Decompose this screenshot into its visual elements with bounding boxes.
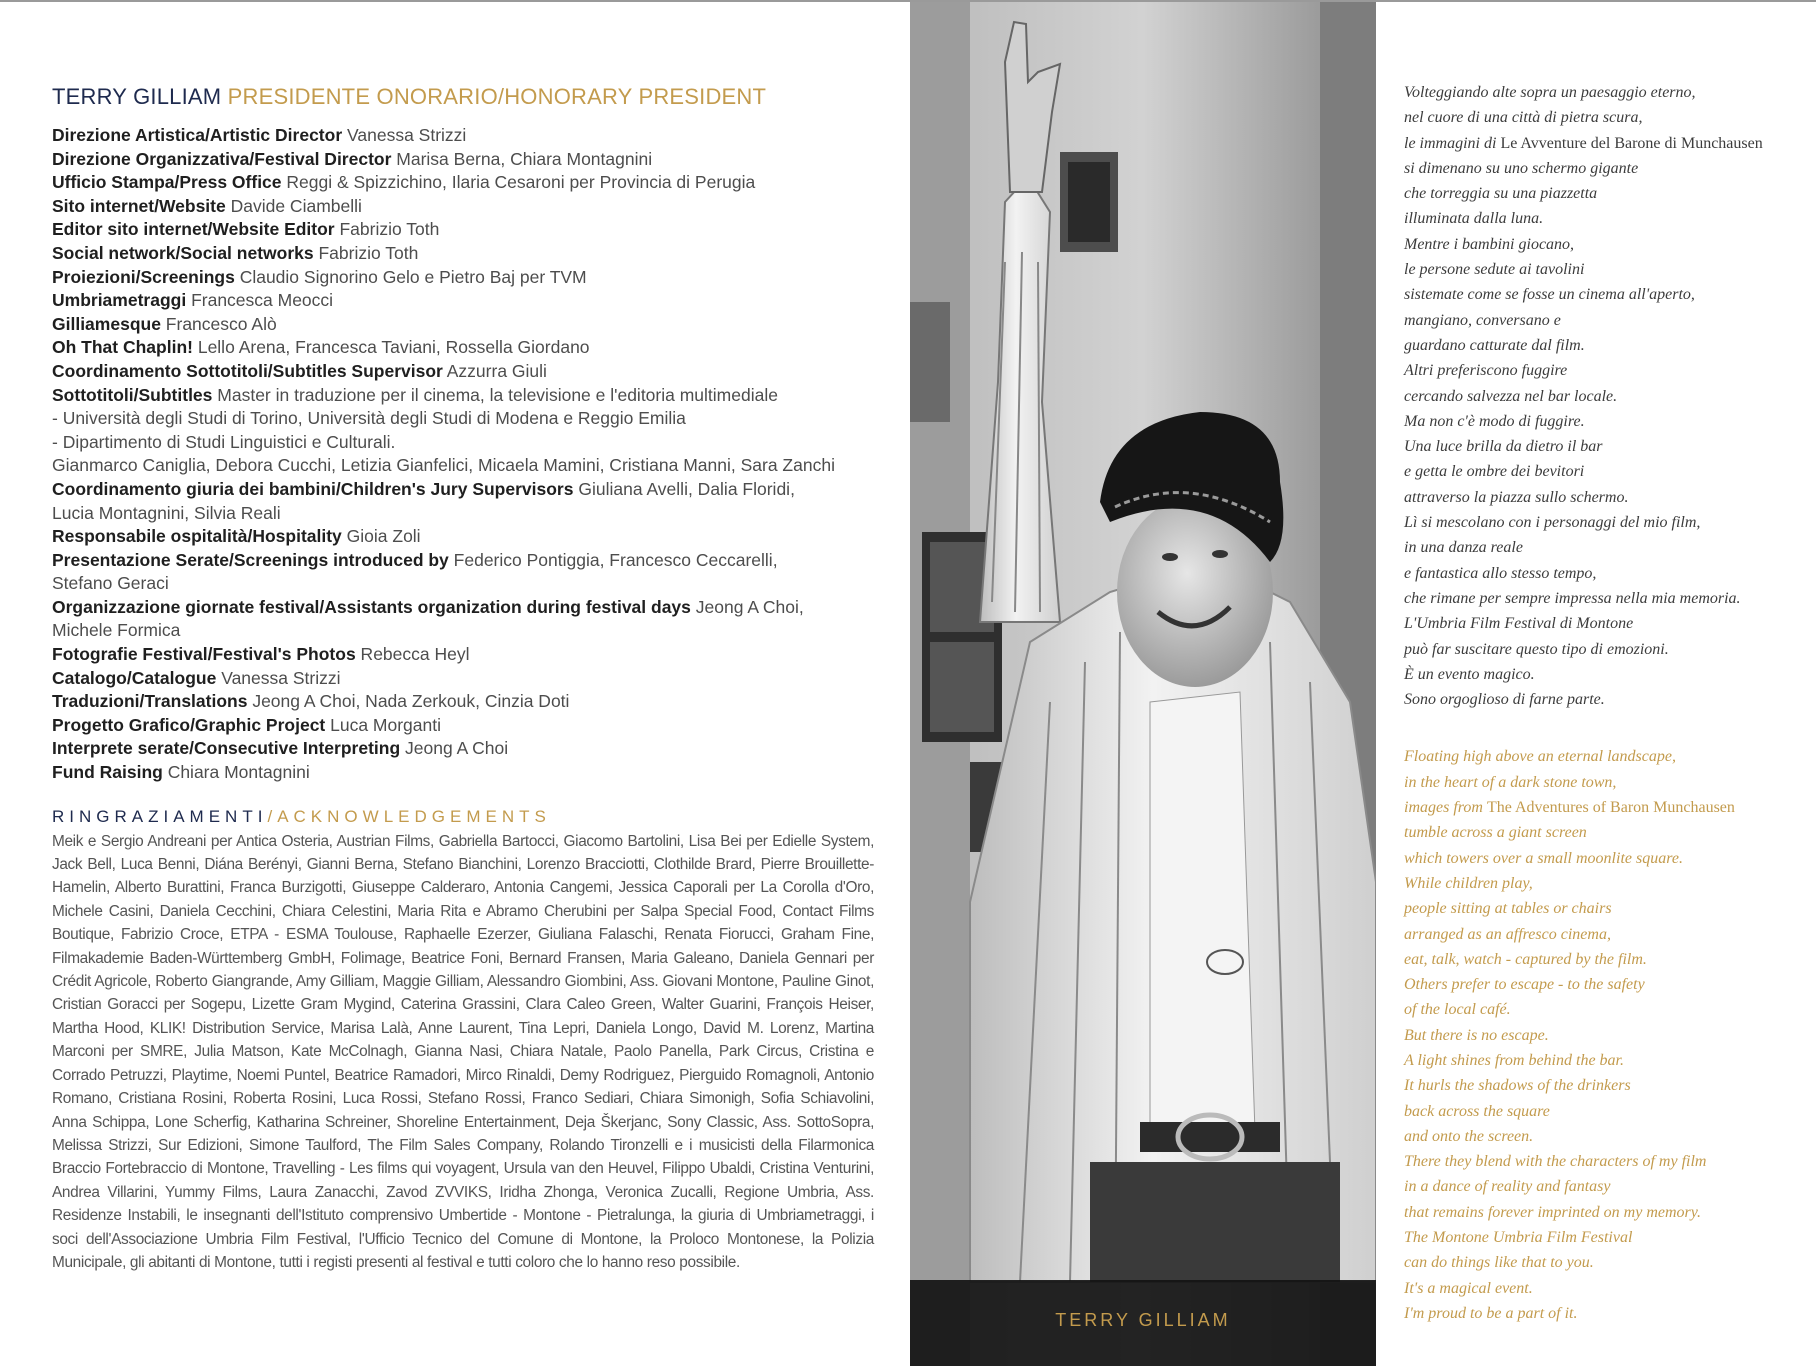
poem-line: There they blend with the characters of my film: [1404, 1153, 1707, 1171]
poem-line: in a dance of reality and fantasy: [1404, 1178, 1611, 1196]
credit-line: [52, 478, 872, 502]
poem-line: mangiano, conversano e: [1404, 311, 1561, 329]
credit-names: Master in traduzione per il cinema, la televisione e l'editoria multimediale: [212, 384, 778, 405]
poem-line: nel cuore di una città di pietra scura,: [1404, 109, 1643, 127]
poem-line: [1404, 795, 1804, 820]
credit-line: [52, 289, 872, 313]
poem-line: le persone sedute ai tavolini: [1404, 261, 1585, 279]
poem-line: È un evento magico.: [1404, 665, 1535, 683]
poem-line: A light shines from behind the bar.: [1404, 1051, 1624, 1069]
poem-line: che torreggia su una piazzetta: [1404, 185, 1598, 203]
poem-line: si dimenano su uno schermo gigante: [1404, 159, 1639, 177]
credit-names: - Università degli Studi di Torino, Università degli Studi di Modena e Reggio Emilia: [52, 408, 686, 429]
poem-line: The Montone Umbria Film Festival: [1404, 1229, 1633, 1247]
credits-list: [52, 124, 872, 785]
credit-names: Azzurra Giuli: [442, 360, 547, 381]
credit-names: Stefano Geraci: [52, 573, 169, 594]
credit-role: Umbriametraggi: [52, 290, 187, 311]
credit-role: Editor sito internet/Website Editor: [52, 219, 335, 240]
president-name: TERRY GILLIAM: [52, 84, 222, 109]
credit-names: Giuliana Avelli, Dalia Floridi,: [573, 478, 795, 499]
credit-line: [52, 643, 872, 667]
poem-line: Una luce brilla da dietro il bar: [1404, 438, 1603, 456]
credit-role: Ufficio Stampa/Press Office: [52, 172, 282, 193]
film-title: Le Avventure del Barone di Munchausen: [1500, 134, 1763, 152]
credit-names: Gioia Zoli: [341, 526, 421, 547]
credit-line: [52, 124, 872, 148]
credit-names: Reggi & Spizzichino, Ilaria Cesaroni per Provincia di Perugia: [281, 172, 756, 193]
credit-line: [52, 690, 872, 714]
poem-line: It's a magical event.: [1404, 1279, 1533, 1297]
credit-line: [52, 148, 872, 172]
credit-names: Jeong A Choi, Nada Zerkouk, Cinzia Doti: [247, 691, 570, 712]
poem-line: attraverso la piazza sullo schermo.: [1404, 488, 1629, 506]
poem-line: Mentre i bambini giocano,: [1404, 235, 1575, 253]
credit-role: Progetto Grafico/Graphic Project: [52, 714, 326, 735]
acknowledgements-heading: [52, 807, 872, 827]
credit-names: Luca Morganti: [325, 714, 442, 735]
credit-role: Catalogo/Catalogue: [52, 667, 217, 688]
credit-line: [52, 549, 872, 573]
poem-line: Others prefer to escape - to the safety: [1404, 976, 1645, 994]
poem-line: cercando salvezza nel bar locale.: [1404, 387, 1618, 405]
poem-line: and onto the screen.: [1404, 1127, 1534, 1145]
poem-line: illuminata dalla luna.: [1404, 210, 1544, 228]
credit-line: [52, 218, 872, 242]
credit-names: Federico Pontiggia, Francesco Ceccarelli,: [448, 549, 778, 570]
film-title: The Adventures of Baron Munchausen: [1486, 799, 1735, 817]
poem-line: in una danza reale: [1404, 539, 1523, 557]
poem-line: can do things like that to you.: [1404, 1254, 1594, 1272]
credit-line: [52, 336, 872, 360]
trousers: [1090, 1162, 1340, 1282]
credit-role: Oh That Chaplin!: [52, 337, 193, 358]
credit-line: [52, 313, 872, 337]
poem-column: [1404, 80, 1804, 1326]
ack-heading-separator: /: [267, 806, 278, 826]
credit-line: [52, 596, 872, 620]
poem-line: sistemate come se fosse un cinema all'aperto,: [1404, 286, 1695, 304]
credit-line: [52, 266, 872, 290]
poem-line: which towers over a small moonlite square.: [1404, 849, 1683, 867]
credit-role: Coordinamento Sottotitoli/Subtitles Supervisor: [52, 360, 443, 381]
credit-names: Gianmarco Caniglia, Debora Cucchi, Letizia Gianfelici, Micaela Mamini, Cristiana Manni, Sara Zanchi: [52, 455, 835, 476]
credit-names: Fabrizio Toth: [313, 242, 419, 263]
poem-line: Floating high above an eternal landscape,: [1404, 748, 1676, 766]
credit-role: Sito internet/Website: [52, 195, 226, 216]
credit-names: Lello Arena, Francesca Taviani, Rossella Giordano: [192, 337, 590, 358]
credit-line: [52, 171, 872, 195]
poem-line: e fantastica allo stesso tempo,: [1404, 564, 1597, 582]
credit-line: [52, 242, 872, 266]
credit-role: Direzione Artistica/Artistic Director: [52, 125, 343, 145]
poem-line-text: images from: [1404, 799, 1487, 817]
credit-line: [52, 384, 872, 408]
credit-role: Fund Raising: [52, 762, 163, 783]
poem-line: Lì si mescolano con i personaggi del mio film,: [1404, 514, 1701, 532]
terry-gilliam-photo: [910, 2, 1376, 1366]
credit-role: Presentazione Serate/Screenings introduced by: [52, 549, 449, 570]
credit-role: Organizzazione giornate festival/Assistants organization during festival days: [52, 596, 691, 617]
president-role: PRESIDENTE ONORARIO/HONORARY PRESIDENT: [227, 84, 767, 109]
credit-line: [52, 525, 872, 549]
credit-names: Claudio Signorino Gelo e Pietro Baj per TVM: [234, 266, 587, 287]
poem-line: Ma non c'è modo di fuggire.: [1404, 412, 1585, 430]
poem-line: in the heart of a dark stone town,: [1404, 773, 1617, 791]
photo-caption: TERRY GILLIAM: [1055, 1310, 1231, 1330]
credit-line: [52, 407, 872, 431]
credit-names: Rebecca Heyl: [355, 644, 470, 665]
poem-line: tumble across a giant screen: [1404, 824, 1587, 842]
credit-role: Responsabile ospitalità/Hospitality: [52, 526, 342, 547]
credit-names: Jeong A Choi,: [690, 596, 804, 617]
credit-role: Proiezioni/Screenings: [52, 266, 235, 287]
poem-line: It hurls the shadows of the drinkers: [1404, 1077, 1631, 1095]
credit-role: Coordinamento giuria dei bambini/Children's Jury Supervisors: [52, 478, 574, 499]
credit-line: [52, 360, 872, 384]
credit-names: Francesco Alò: [160, 313, 277, 334]
credit-line: [52, 431, 872, 455]
poem-line: I'm proud to be a part of it.: [1404, 1304, 1578, 1322]
credit-role: Traduzioni/Translations: [52, 691, 248, 712]
poem-italian: [1404, 80, 1804, 712]
credit-line: [52, 667, 872, 691]
left-column: [52, 84, 872, 1274]
credit-role: Fotografie Festival/Festival's Photos: [52, 644, 356, 665]
credit-names: Chiara Montagnini: [162, 762, 310, 783]
credit-names: Lucia Montagnini, Silvia Reali: [52, 502, 281, 523]
credit-role: Direzione Organizzativa/Festival Director: [52, 148, 392, 169]
poem-line: e getta le ombre dei bevitori: [1404, 463, 1585, 481]
credit-role: Interprete serate/Consecutive Interpreting: [52, 738, 401, 759]
credit-line: [52, 502, 872, 526]
poem-line: back across the square: [1404, 1102, 1550, 1120]
poem-line: While children play,: [1404, 874, 1533, 892]
acknowledgements-text: Meik e Sergio Andreani per Antica Osteria, Austrian Films, Gabriella Bartocci, Giacomo Bartolini, Lisa Bei per Edielle System, Jack Bell, Luca Benni, Diána Berényi, Gianni Berna, Stefano Bianchini, Lorenzo Bracciotti, Clothilde Brard, Pierre Brouillette-Hamelin, Alberto Burattini, Franca Burzigotti, Giuseppe Calderaro, Antonia Cangemi, Jessica Caporali per La Corolla d'Oro, Michele Casini, Daniela Cecchini, Chiara Celestini, Maria Rita e Abramo Cherubini per Salpa Special Food, Contact Films Boutique, Fabrizio Croce, ETPA - ESMA Toulouse, Raphaelle Ezerzer, Giuliana Falaschi, Renata Fiorucci, Graham Fine, Filmakademie Baden-Württemberg GmbH, Folimage, Beatrice Foni, Bernard Fransen, Maria Galeano, Daniela Gennari per Crédit Agricole, Roberto Giangrande, Amy Gilliam, Maggie Gilliam, Alessandro Giombini, Ass. Giovani Montone, Pauline Ginot, Cristian Goracci per Sogepu, Lizette Gram Mygind, Caterina Grassini, Clara Caleo Green, Walter Guarini, François Heiser, Martha Hood, KLIK! Distribution Service, Marisa Lalà, Anne Laurent, Tina Lepri, Daniela Longo, David M. Lorenz, Martina Marconi per SMRE, Julia Matson, Kate McColnagh, Gianna Nasi, Chiara Natale, Paolo Panella, Park Circus, Cristina e Corrado Petruzzi, Playtime, Noemi Puntel, Beatrice Ramadori, Mirco Rinaldi, Demy Rodriguez, Pierguido Romagnoli, Antonio Romano, Cristiana Rosini, Roberta Rosini, Luca Rossi, Stefano Rossi, Franco Sediari, Chiara Simonigh, Sofia Schiavolini, Anna Schippa, Lone Scherfig, Katharina Schreiner, Shoreline Entertainment, Deja Škerjanc, Sony Classic, Ass. SottoSopra, Melissa Strizzi, Sur Edizioni, Simone Taulford, The Film Sales Company, Rolando Tironzelli e i musicisti della Filarmonica Braccio Fortebraccio di Montone, Travelling - Les films qui voyagent, Ursula van den Heuvel, Filippo Ubaldi, Cristina Venturini, Andrea Villarini, Yummy Films, Laura Zanacchi, Zavod ZVVIKS, Iridha Zhonga, Veronica Zucalli, Regione Umbria, Ass. Residenze Instabili, le insegnanti dell'Istituto comprensivo Umbertide - Montone - Pietralunga, la giuria di Umbriametraggi, i soci dell'Associazione Umbria Film Festival, l'Ufficio Tecnico del Comune di Montone, la Proloco Montonese, la Polizia Municipale, gli abitanti di Montone, tutti i registi presenti al festival e tutti coloro che lo hanno reso possibile.: [52, 832, 874, 1271]
poem-line: L'Umbria Film Festival di Montone: [1404, 615, 1634, 633]
credit-role: Sottotitoli/Subtitles: [52, 384, 213, 405]
credit-names: Fabrizio Toth: [334, 219, 440, 240]
top-rule: [0, 0, 1816, 2]
credit-line: [52, 572, 872, 596]
ack-heading-en: ACKNOWLEDGEMENTS: [277, 806, 551, 826]
credit-line: [52, 737, 872, 761]
photo-illustration: [910, 2, 1376, 1366]
credit-names: Francesca Meocci: [186, 290, 334, 311]
poem-line: guardano catturate dal film.: [1404, 336, 1585, 354]
poem-line: But there is no escape.: [1404, 1026, 1549, 1044]
credit-role: Social network/Social networks: [52, 242, 314, 263]
poem-line: that remains forever imprinted on my memory.: [1404, 1203, 1701, 1221]
caption-bar: [910, 1280, 1376, 1366]
ack-heading-it: RINGRAZIAMENTI: [52, 806, 268, 826]
poem-line: può far suscitare questo tipo di emozioni.: [1404, 640, 1669, 658]
credit-names: Vanessa Strizzi: [216, 667, 341, 688]
credit-names: Davide Ciambelli: [225, 195, 362, 216]
poem-line: Altri preferiscono fuggire: [1404, 362, 1568, 380]
poem-line: Sono orgoglioso di farne parte.: [1404, 691, 1605, 709]
poem-line: eat, talk, watch - captured by the film.: [1404, 950, 1647, 968]
credit-line: [52, 714, 872, 738]
credit-names: Michele Formica: [52, 620, 181, 641]
credit-names: Jeong A Choi: [400, 738, 509, 759]
credit-role: Gilliamesque: [52, 313, 161, 334]
credit-line: [52, 761, 872, 785]
credit-line: [52, 619, 872, 643]
poem-line: arranged as an affresco cinema,: [1404, 925, 1611, 943]
poem-line-text: le immagini di: [1404, 134, 1501, 152]
poem-english: [1404, 744, 1804, 1326]
poem-line: che rimane per sempre impressa nella mia memoria.: [1404, 589, 1741, 607]
poem-line: people sitting at tables or chairs: [1404, 900, 1612, 918]
credit-names: Marisa Berna, Chiara Montagnini: [391, 148, 653, 169]
credit-line: [52, 454, 872, 478]
credit-names: Vanessa Strizzi: [342, 125, 467, 145]
credit-names: - Dipartimento di Studi Linguistici e Culturali.: [52, 431, 396, 452]
poem-line: Volteggiando alte sopra un paesaggio eterno,: [1404, 84, 1696, 101]
poem-line: [1404, 131, 1804, 156]
page-title: [52, 84, 872, 110]
credit-line: [52, 195, 872, 219]
poem-line: of the local café.: [1404, 1001, 1511, 1019]
